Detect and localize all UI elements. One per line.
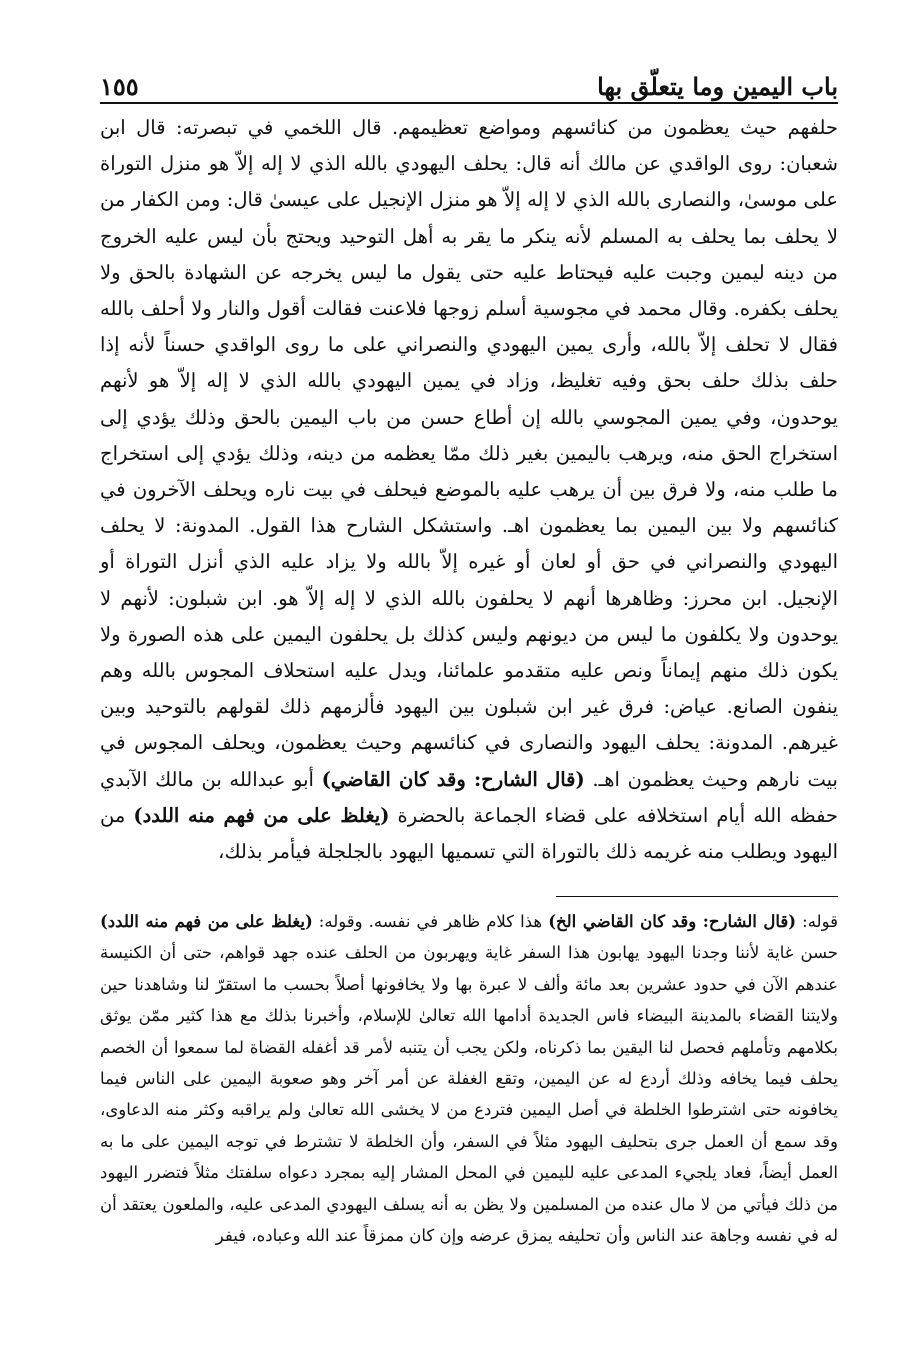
footnote-text-part-2: حسن غاية لأننا وجدنا اليهود يهابون هذا السفر غاية ويهربون من الحلف عنده جهد قواهم، حتى أن الكنيسة عندهم الآن في حدود عشرين بعد مائة وألف لا عبرة بها ولا يخافونها أصلاً بحسب ما استقرّ لنا وشاهدنا حين ولايتنا القضاء بالمدينة البيضاء فاس الجديدة أدامها الله تعالىٰ للإسلام، وأخبرنا بذلك مع هذا كثير ممّن يوثق بكلامهم وتأملهم فحصل لنا اليقين بما ذكرناه، ولكن يجب أن يتنبه لأمر قد أغفله القضاة لما سمعوا أن الخصم يحلف فيما يخافه وذلك أردع له عن اليمين، وتقع الغفلة عن أمر آخر وهو صعوبة اليمين على الناس فيما يخافونه حتى اشترطوا الخلطة في أصل اليمين فتردع من لا يخشى الله تعالىٰ ولم يراقبه وكثر منه الدعاوى، وقد سمع أن العمل جرى بتحليف اليهود مثلاً في السفر، وأن الخلطة لا تشترط في توجه اليمين على ما به العمل أيضاً، فعاد يلجيء المدعى عليه لليمين في المحل المشار إليه بمجرد دعواه سلفتك مثلاً فتضرر اليهود من ذلك فيأتي من لا مال عنده من المسلمين ولا يظن به أنه يسلف اليهودي المدعى عليه، والملعون يعتقد أن له في نفسه وجاهة عند الناس وأن تحليفه يمزق عرضه وإن كان ممزقاً عند الله وعباده، فيفر	[100, 943, 838, 1246]
running-title: باب اليمين وما يتعلّق بها	[597, 72, 838, 101]
main-text-part-3: من اليهود ويطلب منه غريمه ذلك بالتوراة التي تسميها اليهود بالجلجلة فيأمر بذلك،	[100, 803, 838, 864]
main-bold-quote-2: (يغلظ على من فهم منه اللدد)	[133, 803, 390, 827]
main-text-part-2: أبو عبدالله بن مالك الآبدي حفظه الله أيام استخلافه على قضاء الجماعة بالحضرة	[100, 767, 838, 827]
main-text	[100, 110, 838, 870]
main-paragraph	[100, 110, 838, 870]
footnote-text-part-1: هذا كلام ظاهر في نفسه. وقوله:	[312, 912, 549, 931]
footnote-lead: قوله:	[796, 912, 838, 931]
footnote-paragraph	[100, 906, 838, 1251]
page-number: ١٥٥	[100, 72, 139, 101]
page-header	[100, 56, 838, 102]
footnote-bold-quote-2: (يغلظ على من فهم منه اللدد)	[100, 912, 313, 931]
main-text-part-1: حلفهم حيث يعظمون من كنائسهم ومواضع تعظيمهم. قال اللخمي في تبصرته: قال ابن شعبان: روى الواقدي عن مالك أنه قال: يحلف اليهودي بالله الذي لا إله إلاّ هو منزل التوراة على موسىٰ، والنصارى بالله الذي لا إله إلاّ هو منزل الإنجيل على عيسىٰ قال: ومن الكفار من لا يحلف بما يحلف به المسلم لأنه ينكر ما يقر به أهل التوحيد ويحتج بأن ليس عليه الخروج من دينه ليمين وجبت عليه فيحتاط عليه حتى يقول ما ليس يخرجه عن الشهادة بالحق ولا يحلف بكفره. وقال محمد في مجوسية أسلم زوجها فلاعنت فقالت أقول والنار ولا أحلف بالله فقال لا تحلف إلاّ بالله، وأرى يمين اليهودي والنصراني على ما روى الواقدي حسناً لأنه إذا حلف بذلك حلف بحق وفيه تغليظ، وزاد في يمين اليهودي بالله الذي لا إله إلاّ هو لأنهم يوحدون، وفي يمين المجوسي بالله إن أطاع حسن من باب اليمين بالحق وذلك يؤدي إلى استخراج الحق منه، ويرهب باليمين بغير ذلك ممّا يعظمه من دينه، وذلك يؤدي إلى استخراج ما طلب منه، ولا فرق بين أن يرهب عليه بالموضع فيحلف في بيت ناره ويحلف الآخرون في كنائسهم ولا بين اليمين بما يعظمون اهـ. واستشكل الشارح هذا القول. المدونة: لا يحلف اليهودي والنصراني في حق أو لعان أو غيره إلاّ بالله ولا يزاد عليه الذي أنزل التوراة أو الإنجيل. ابن محرز: وظاهرها أنهم لا يحلفون بالله الذي لا إله إلاّ هو. ابن شبلون: لأنهم لا يوحدون ولا يكلفون ما ليس من ديونهم وليس كذلك بل يحلفون اليمين على هذه الصورة ولا يكون ذلك منهم إيماناً ونص عليه متقدمو علمائنا، ويدل عليه استحلاف المجوس بالله وهم ينفون الصانع. عياض: فرق غير ابن شبلون بين اليهود فألزمهم ذلك لقولهم بالتوحيد وبين غيرهم. المدونة: يحلف اليهود والنصارى في كنائسهم وحيث يعظمون، ويحلف المجوس في بيت نارهم وحيث يعظمون اهـ.	[100, 116, 838, 791]
footnote	[100, 906, 838, 1251]
footnote-bold-quote-1: (قال الشارح: وقد كان القاضي الخ)	[548, 912, 797, 931]
main-bold-quote-1: (قال الشارح: وقد كان القاضي)	[321, 767, 585, 791]
header-rule	[100, 102, 838, 104]
footnote-rule	[556, 896, 838, 897]
